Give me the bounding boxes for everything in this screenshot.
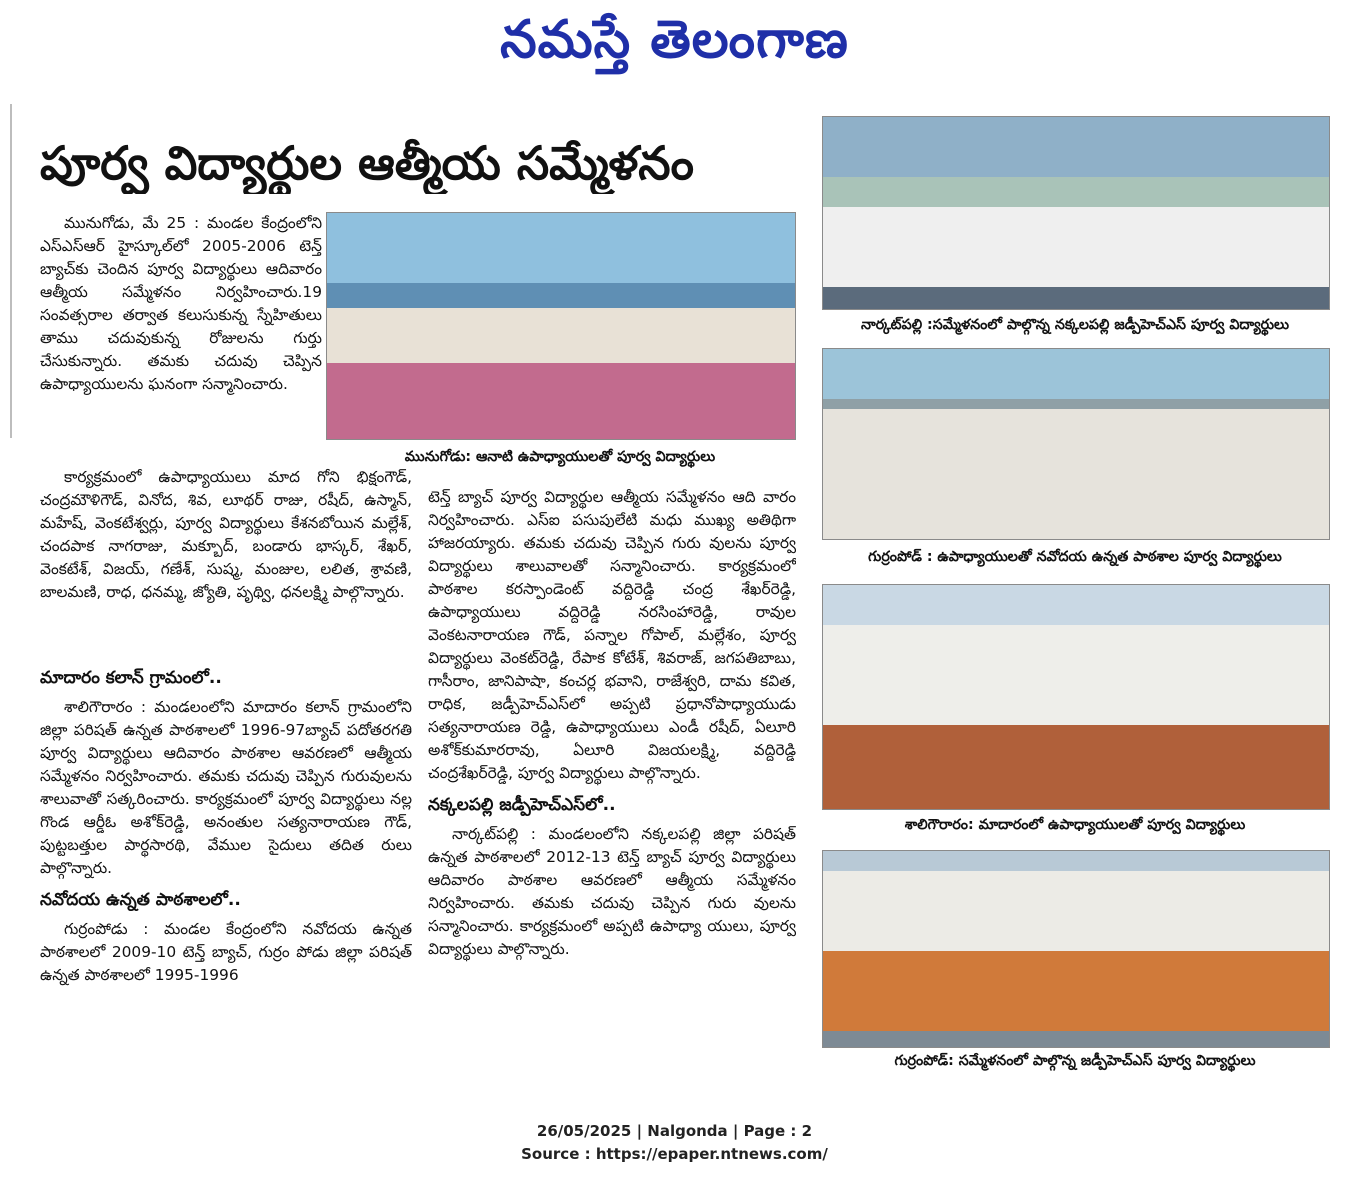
newspaper-logo: నమస్తే తెలంగాణ — [500, 9, 849, 70]
photo-ground — [823, 287, 1329, 309]
photo-ground — [823, 1031, 1329, 1047]
section-title-nakkalapalli: నక్కలపల్లి జడ్పీహెచ్‌ఎస్‌లో.. — [428, 795, 616, 815]
paragraph: టెన్త్ బ్యాచ్ పూర్వ విద్యార్థుల ఆత్మీయ సమ్మేళనం ఆది వారం నిర్వహించారు. ఎస్‌ఐ పసుపులేటి మధు ముఖ్య అతిథిగా హాజరయ్యారు. తమకు చదువు చెప్పిన గురు వులను పూర్వ విద్యార్థులు శాలువాలతో సన్మానించారు. కార్యక్రమంలో పాఠశాల కరస్పాండెంట్ వద్దిరెడ్డి చంద్ర శేఖర్‌రెడ్డి, ఉపాధ్యాయులు వద్దిరెడ్డి నరసింహారెడ్డి, రావుల వెంకటనారాయణ గౌడ్, పన్నాల గోపాల్, మల్లేశం, పూర్వ విద్యార్థులు వెంకట్‌రెడ్డి, రేపాక కోటేశ్, శివరాజ్, జగపతిబాబు, గాసీరాం, జానిపాషా, కంచర్ల భవాని, రాజేశ్వరి, దామ కవిత, రాధిక, జడ్పీహెచ్‌ఎస్‌లో అప్పటి ప్రధానోపాధ్యాయుడు సత్యనారాయణ రెడ్డి, ఉపాధ్యాయులు ఎండీ రషీద్, ఏలూరి అశోక్‌కుమారరావు, ఏలూరి విజయలక్ష్మి, వద్దిరెడ్డి చంద్రశేఖర్‌రెడ్డి, పూర్వ విద్యార్థులు పాల్గొన్నారు. — [428, 488, 796, 782]
masthead — [0, 0, 1349, 82]
paragraph: కార్యక్రమంలో ఉపాధ్యాయులు మాద గోని భిక్షంగౌడ్, చంద్రమౌళిగౌడ్, వినోద, శివ, లూథర్ రాజు, రషీద్, ఉస్మాన్, మహేష్, వెంకటేశ్వర్లు, పూర్వ విద్యార్థులు కేశనబోయిన మల్లేశ్, చందపాక నాగరాజు, మక్బూద్, బండారు భాస్కర్, శేఖర్, వెంకటేశ్, విజయ్, గణేశ్, సుష్మ, మంజుల, లలిత, శ్రావణి, బాలమణి, రాధ, ధనమ్మ, జ్యోతి, పృథ్వి, ధనలక్ష్మి పాల్గొన్నారు. — [40, 468, 412, 601]
article-intro-wide — [40, 466, 412, 654]
section-title-madharam: మాదారం కలాన్ గ్రామంలో.. — [40, 668, 222, 688]
photo-gurrampode-navodaya — [822, 348, 1330, 540]
photo-backdrop — [823, 349, 1329, 399]
photo-sky — [823, 585, 1329, 625]
paragraph: గుర్రంపోడు : మండల కేంద్రంలోని నవోదయ ఉన్నత పాఠశాలలో 2009-10 టెన్త్ బ్యాచ్, గుర్రం పోడు జిల్లా పరిషత్ ఉన్నత పాఠశాలలో 1995-1996 — [40, 920, 412, 984]
group-photo-image — [823, 585, 1329, 809]
paragraph: మునుగోడు, మే 25 : మండల కేంద్రంలోని ఎస్‌ఎస్‌ఆర్ హైస్కూల్‌లో 2005-2006 టెన్త్ బ్యాచ్‌కు చెందిన పూర్వ విద్యార్థులు ఆదివారం ఆత్మీయ సమ్మేళనం నిర్వహించారు.19 సంవత్సరాల తర్వాత కలుసుకున్న స్నేహితులు తాము చదువుకున్న రోజులను గుర్తు చేసుకున్నారు. తమకు చదువు చెప్పిన ఉపాధ్యాయులను ఘనంగా సన్మానించారు. — [40, 214, 322, 393]
photo-caption: శాలిగౌరారం: మాదారంలో ఉపాధ్యాయులతో పూర్వ విద్యార్థులు — [904, 817, 1246, 833]
article-left-column — [40, 658, 412, 1070]
photo-backdrop — [327, 213, 795, 283]
footer-source: Source : https://epaper.ntnews.com/ — [521, 1145, 828, 1163]
photo-caption: మునుగోడు: ఆనాటి ఉపాధ్యాయులతో పూర్వ విద్యార్థులు — [404, 449, 716, 465]
group-photo-image — [823, 851, 1329, 1047]
photo-middle-row — [327, 308, 795, 363]
column-divider — [10, 104, 12, 438]
photo-caption: గుర్రంపోడ్ : ఉపాధ్యాయులతో నవోదయ ఉన్నత పాఠశాల పూర్వ విద్యార్థులు — [868, 549, 1282, 565]
article-headline: పూర్వ విద్యార్థుల ఆత్మీయ సమ్మేళనం — [40, 136, 694, 190]
photo-munugodu — [326, 212, 796, 440]
section-title-navodaya: నవోదయ ఉన్నత పాఠశాలలో.. — [40, 890, 241, 910]
photo-front-row — [823, 725, 1329, 809]
article-middle-column — [428, 486, 796, 1080]
photo-gurrampode-zphs — [822, 850, 1330, 1048]
photo-narketpally — [822, 116, 1330, 310]
paragraph: శాలిగౌరారం : మండలంలోని మాదారం కలాన్ గ్రామంలోని జిల్లా పరిషత్ ఉన్నత పాఠశాలలో 1996-97బ్యాచ్ పదోతరగతి పూర్వ విద్యార్థులు ఆదివారం పాఠశాల ఆవరణలో ఆత్మీయ సమ్మేళనం నిర్వహించారు. తమకు చదువు చెప్పిన గురువులను శాలువాతో సత్కరించారు. కార్యక్రమంలో పూర్వ విద్యార్థులు నల్ల గొండ ఆర్డీఓ అశోక్‌రెడ్డి, అనంతుల సత్యనారాయణ గౌడ్, పుట్టబత్తుల పార్థసారథి, వేముల సైదులు తదిత రులు పాల్గొన్నారు. — [40, 698, 412, 877]
group-photo-image — [327, 213, 795, 439]
group-photo-image — [823, 349, 1329, 539]
photo-caption: గుర్రంపోడ్: సమ్మేళనంలో పాల్గొన్న జడ్పీహెచ్‌ఎస్ పూర్వ విద్యార్థులు — [894, 1053, 1256, 1069]
photo-caption: నార్కట్‌పల్లి :సమ్మేళనంలో పాల్గొన్న నక్కలపల్లి జడ్పీహెచ్‌ఎస్ పూర్వ విద్యార్థులు — [861, 317, 1289, 333]
footer-date-edition: 26/05/2025 | Nalgonda | Page : 2 — [536, 1122, 813, 1140]
paragraph: నార్కట్‌పల్లి : మండలంలోని నక్కలపల్లి జిల్లా పరిషత్ ఉన్నత పాఠశాలలో 2012-13 టెన్త్ బ్యాచ్ పూర్వ విద్యార్థులు ఆదివారం పాఠశాల ఆవరణలో ఆత్మీయ సమ్మేళనం నిర్వహించారు. తమకు చదువు చెప్పిన గురు వులను సన్మానించారు. కార్యక్రమంలో అప్పటి ఉపాధ్యా యులు, పూర్వ విద్యార్థులు పాల్గొన్నారు. — [428, 825, 796, 958]
group-photo-image — [823, 117, 1329, 309]
photo-people-row — [823, 409, 1329, 539]
article-intro-narrow — [40, 212, 322, 464]
photo-shaligouraram — [822, 584, 1330, 810]
photo-front-row — [823, 951, 1329, 1031]
photo-front-row — [327, 363, 795, 439]
photo-back-row — [823, 871, 1329, 951]
photo-back-row — [823, 625, 1329, 725]
photo-backdrop — [823, 117, 1329, 177]
